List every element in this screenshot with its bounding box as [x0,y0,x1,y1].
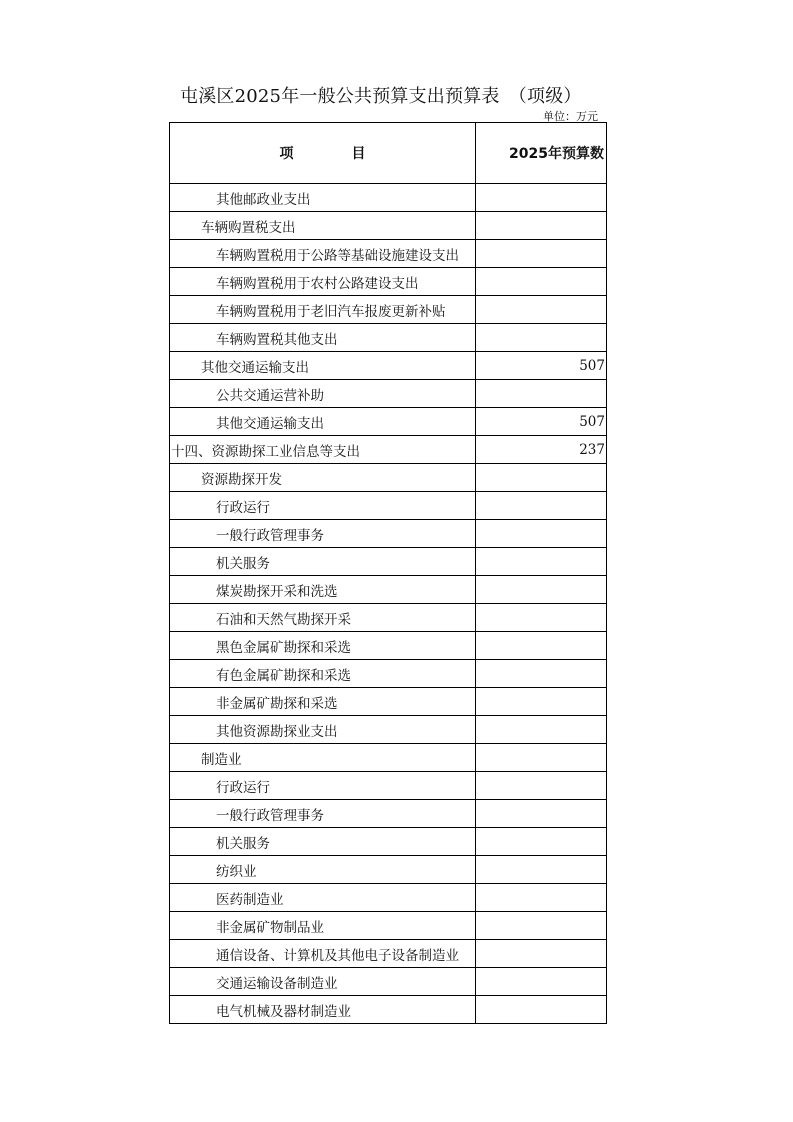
row-amount [476,912,607,940]
table-header-row [170,123,607,184]
row-item-name: 制造业 [170,744,476,772]
column-header-item-part2: 目 [351,146,366,162]
row-item-name: 行政运行 [170,492,476,520]
row-amount [476,772,607,800]
row-item-name: 车辆购置税其他支出 [170,324,476,352]
row-amount [476,688,607,716]
table-row [170,408,607,436]
table-row [170,464,607,492]
row-amount [476,548,607,576]
row-item-name: 一般行政管理事务 [170,800,476,828]
row-amount [476,296,607,324]
row-item-name: 车辆购置税用于老旧汽车报废更新补贴 [170,296,476,324]
table-row [170,604,607,632]
table-row [170,800,607,828]
table-row [170,828,607,856]
row-amount [476,800,607,828]
table-row [170,912,607,940]
row-amount [476,884,607,912]
table-row [170,268,607,296]
row-amount: 507 [476,408,607,436]
table-row [170,688,607,716]
row-amount: 507 [476,352,607,380]
table-row [170,856,607,884]
row-amount [476,604,607,632]
row-item-name: 其他交通运输支出 [170,352,476,380]
row-amount [476,744,607,772]
table-row [170,184,607,212]
row-amount [476,492,607,520]
row-amount [476,632,607,660]
table-row [170,632,607,660]
row-item-name: 石油和天然气勘探开采 [170,604,476,632]
row-item-name: 机关服务 [170,828,476,856]
row-item-name: 纺织业 [170,856,476,884]
table-row [170,212,607,240]
table-row [170,352,607,380]
row-item-name: 非金属矿物制品业 [170,912,476,940]
column-header-item-part1: 项 [279,146,294,162]
row-item-name: 其他邮政业支出 [170,184,476,212]
table-row [170,772,607,800]
table-row [170,548,607,576]
row-item-name: 行政运行 [170,772,476,800]
row-amount: 237 [476,436,607,464]
table-body [170,184,607,1024]
page-title: 屯溪区2025年一般公共预算支出预算表 （项级） [180,86,582,107]
row-amount [476,996,607,1024]
row-item-name: 其他资源勘探业支出 [170,716,476,744]
row-item-name: 车辆购置税用于公路等基础设施建设支出 [170,240,476,268]
table-row [170,324,607,352]
row-amount [476,520,607,548]
row-amount [476,324,607,352]
row-amount [476,212,607,240]
table-row [170,520,607,548]
row-item-name: 资源勘探开发 [170,464,476,492]
table-row [170,968,607,996]
row-item-name: 有色金属矿勘探和采选 [170,660,476,688]
row-item-name: 黑色金属矿勘探和采选 [170,632,476,660]
row-amount [476,576,607,604]
row-item-name: 车辆购置税用于农村公路建设支出 [170,268,476,296]
table-row [170,996,607,1024]
row-amount [476,464,607,492]
row-amount [476,940,607,968]
row-item-name: 电气机械及器材制造业 [170,996,476,1024]
column-header-item [170,123,476,184]
table-row [170,492,607,520]
row-amount [476,856,607,884]
table-row [170,296,607,324]
budget-table [169,122,607,1024]
table-row [170,716,607,744]
row-item-name: 通信设备、计算机及其他电子设备制造业 [170,940,476,968]
row-item-name: 非金属矿勘探和采选 [170,688,476,716]
column-header-amount: 2025年预算数 [476,123,607,184]
row-item-name: 十四、资源勘探工业信息等支出 [170,436,476,464]
row-amount [476,828,607,856]
row-item-name: 其他交通运输支出 [170,408,476,436]
table-row [170,660,607,688]
table-row [170,436,607,464]
unit-label: 单位：万元 [543,110,598,123]
row-amount [476,268,607,296]
row-amount [476,240,607,268]
row-item-name: 机关服务 [170,548,476,576]
row-item-name: 煤炭勘探开采和洗选 [170,576,476,604]
table-row [170,380,607,408]
row-item-name: 一般行政管理事务 [170,520,476,548]
table-row [170,884,607,912]
row-amount [476,716,607,744]
row-amount [476,968,607,996]
row-item-name: 医药制造业 [170,884,476,912]
table-row [170,576,607,604]
row-item-name: 交通运输设备制造业 [170,968,476,996]
table-row [170,940,607,968]
row-amount [476,660,607,688]
row-item-name: 公共交通运营补助 [170,380,476,408]
table-row [170,240,607,268]
table-row [170,744,607,772]
row-amount [476,380,607,408]
row-item-name: 车辆购置税支出 [170,212,476,240]
row-amount [476,184,607,212]
